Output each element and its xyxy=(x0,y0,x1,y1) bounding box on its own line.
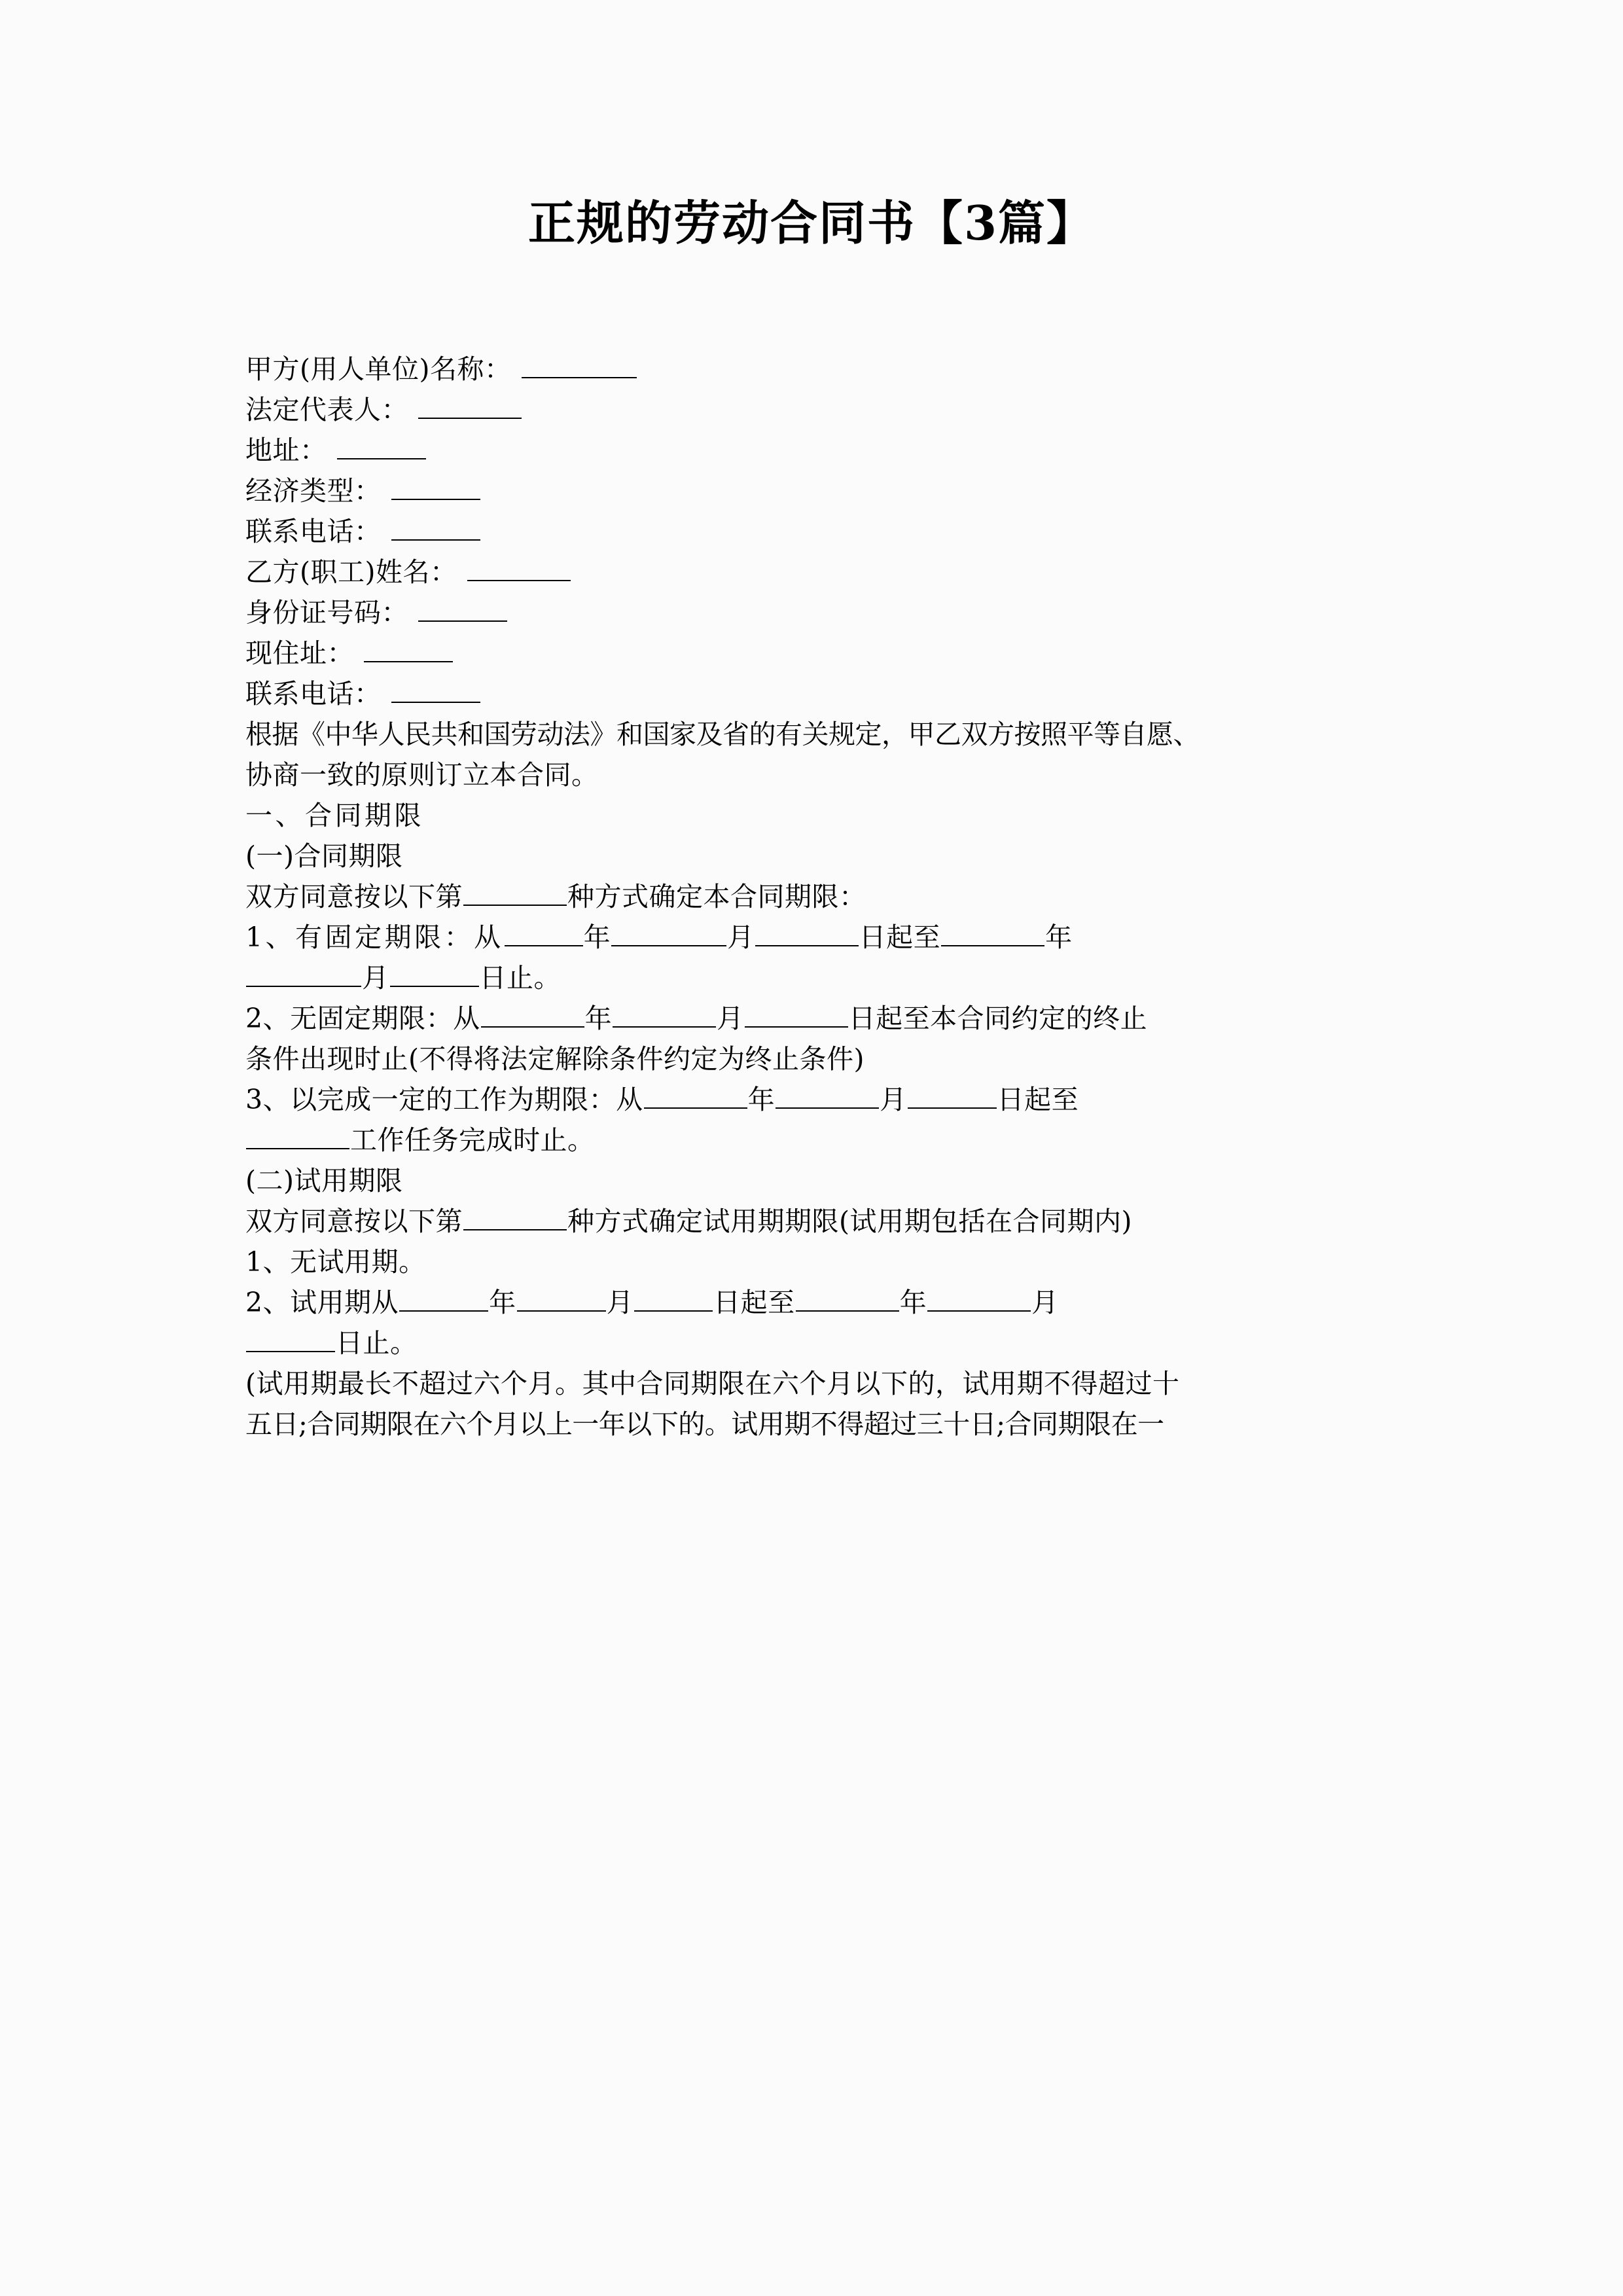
blank-party-a-phone[interactable] xyxy=(391,514,480,541)
text-until-task: 日起至 xyxy=(997,1084,1079,1115)
blank-id-number[interactable] xyxy=(418,595,507,622)
contract-term-item-1-line-1 xyxy=(245,917,1378,958)
item-number: 1、 xyxy=(245,1246,291,1278)
field-label: 乙方(职工)姓名： xyxy=(245,556,457,588)
subsection-heading-probation: (二)试用期限 xyxy=(245,1165,403,1196)
subsection-heading-contract-term: (一)合同期限 xyxy=(245,840,403,872)
contract-term-intro-after: 种方式确定本合同期限： xyxy=(567,881,866,912)
contract-term-item-1-line-2 xyxy=(245,958,1378,998)
blank-open-start-month[interactable] xyxy=(613,1001,716,1028)
unit-month-end: 月 xyxy=(1031,1287,1059,1318)
section-heading-one: 一、合同期限 xyxy=(245,800,424,831)
contract-term-intro-before: 双方同意按以下第 xyxy=(245,881,463,912)
probation-intro-after: 种方式确定试用期期限(试用期包括在合同期内) xyxy=(567,1206,1132,1237)
blank-start-month[interactable] xyxy=(611,920,726,946)
field-legal-representative xyxy=(245,389,1378,430)
item-text: 有固定期限：从 xyxy=(295,922,504,953)
field-label: 身份证号码： xyxy=(245,597,408,628)
item-text: 以完成一定的工作为期限：从 xyxy=(290,1084,643,1115)
field-current-address xyxy=(245,633,1378,673)
unit-month: 月 xyxy=(717,1003,744,1034)
blank-task-start-day[interactable] xyxy=(908,1082,997,1109)
contract-term-item-2-line-1 xyxy=(245,998,1378,1039)
field-party-b-phone xyxy=(245,673,1378,714)
probation-item-2-line-2 xyxy=(245,1323,1378,1363)
item-text: 无固定期限：从 xyxy=(290,1003,480,1034)
probation-item-2-line-1 xyxy=(245,1282,1378,1323)
blank-open-start-year[interactable] xyxy=(481,1001,584,1028)
blank-start-year[interactable] xyxy=(505,920,583,946)
unit-year: 年 xyxy=(747,1084,776,1115)
blank-task-start-year[interactable] xyxy=(644,1082,747,1109)
blank-probation-option[interactable] xyxy=(463,1204,567,1230)
text-end: 日止。 xyxy=(336,1327,418,1359)
probation-intro xyxy=(245,1201,1378,1242)
blank-party-b-name[interactable] xyxy=(467,554,571,581)
item-number: 2、 xyxy=(245,1003,291,1034)
blank-task-description[interactable] xyxy=(246,1122,349,1149)
field-label: 甲方(用人单位)名称： xyxy=(245,353,512,385)
unit-month: 月 xyxy=(727,922,755,953)
blank-end-month[interactable] xyxy=(246,960,361,987)
blank-party-b-phone[interactable] xyxy=(391,676,480,703)
blank-economic-type[interactable] xyxy=(391,473,480,500)
page-title: 正规的劳动合同书【3篇】 xyxy=(527,195,1096,251)
blank-probation-start-year[interactable] xyxy=(399,1285,488,1312)
contract-term-item-3-line-2 xyxy=(245,1120,1378,1160)
field-economic-type xyxy=(245,471,1378,511)
item-number: 2、 xyxy=(245,1287,291,1318)
preamble-line-2: 协商一致的原则订立本合同。 xyxy=(245,759,599,791)
blank-probation-start-day[interactable] xyxy=(634,1285,713,1312)
contract-term-intro xyxy=(245,876,1378,917)
field-label: 联系电话： xyxy=(245,678,382,709)
preamble-line-1: 根据《中华人民共和国劳动法》和国家及省的有关规定，甲乙双方按照平等自愿、 xyxy=(245,719,1200,750)
item-text: 无试用期。 xyxy=(290,1246,426,1278)
item-number: 3、 xyxy=(245,1084,291,1115)
blank-party-a-name[interactable] xyxy=(522,351,637,378)
unit-month-end: 月 xyxy=(362,962,389,994)
blank-start-day[interactable] xyxy=(755,920,859,946)
blank-legal-representative[interactable] xyxy=(418,392,522,419)
field-label: 联系电话： xyxy=(245,516,382,547)
field-label: 经济类型： xyxy=(245,475,382,507)
blank-probation-end-year[interactable] xyxy=(796,1285,899,1312)
blank-end-year[interactable] xyxy=(941,920,1044,946)
blank-contract-term-option[interactable] xyxy=(463,879,567,906)
blank-probation-end-month[interactable] xyxy=(927,1285,1031,1312)
text-end: 日止。 xyxy=(479,962,561,994)
field-party-a-address xyxy=(245,430,1378,471)
blank-probation-start-month[interactable] xyxy=(517,1285,606,1312)
unit-year-end: 年 xyxy=(1045,922,1073,953)
field-id-number xyxy=(245,592,1378,633)
blank-open-start-day[interactable] xyxy=(745,1001,848,1028)
field-party-a-phone xyxy=(245,511,1378,552)
item-number: 1、 xyxy=(245,922,296,953)
text-until: 日起至 xyxy=(713,1287,795,1318)
blank-end-day[interactable] xyxy=(390,960,479,987)
document-body xyxy=(245,349,1378,1444)
probation-note-line-2: 五日;合同期限在六个月以上一年以下的。试用期不得超过三十日;合同期限在一 xyxy=(245,1408,1164,1440)
unit-month: 月 xyxy=(880,1084,907,1115)
unit-year: 年 xyxy=(584,1003,613,1034)
item-text: 试用期从 xyxy=(290,1287,399,1318)
text-until: 日起至 xyxy=(859,922,941,953)
probation-note-line-1: (试用期最长不超过六个月。其中合同期限在六个月以下的，试用期不得超过十 xyxy=(245,1368,1180,1399)
field-label: 法定代表人： xyxy=(245,394,408,425)
unit-year-end: 年 xyxy=(899,1287,927,1318)
field-party-b-name xyxy=(245,552,1378,592)
field-party-a-name xyxy=(245,349,1378,389)
contract-term-item-3-line-1 xyxy=(245,1079,1378,1120)
field-label: 现住址： xyxy=(245,637,354,669)
blank-current-address[interactable] xyxy=(364,636,453,662)
contract-term-item-2-line-2: 条件出现时止(不得将法定解除条件约定为终止条件) xyxy=(245,1043,865,1075)
unit-year: 年 xyxy=(583,922,611,953)
text-until-terminate: 日起至本合同约定的终止 xyxy=(848,1003,1148,1034)
blank-probation-end-day[interactable] xyxy=(246,1325,335,1352)
probation-intro-before: 双方同意按以下第 xyxy=(245,1206,463,1237)
text-task-complete: 工作任务完成时止。 xyxy=(350,1124,595,1156)
probation-item-1 xyxy=(245,1242,1378,1282)
blank-task-start-month[interactable] xyxy=(776,1082,879,1109)
unit-month: 月 xyxy=(606,1287,634,1318)
unit-year: 年 xyxy=(489,1287,516,1318)
blank-party-a-address[interactable] xyxy=(337,433,426,459)
field-label: 地址： xyxy=(245,435,327,466)
